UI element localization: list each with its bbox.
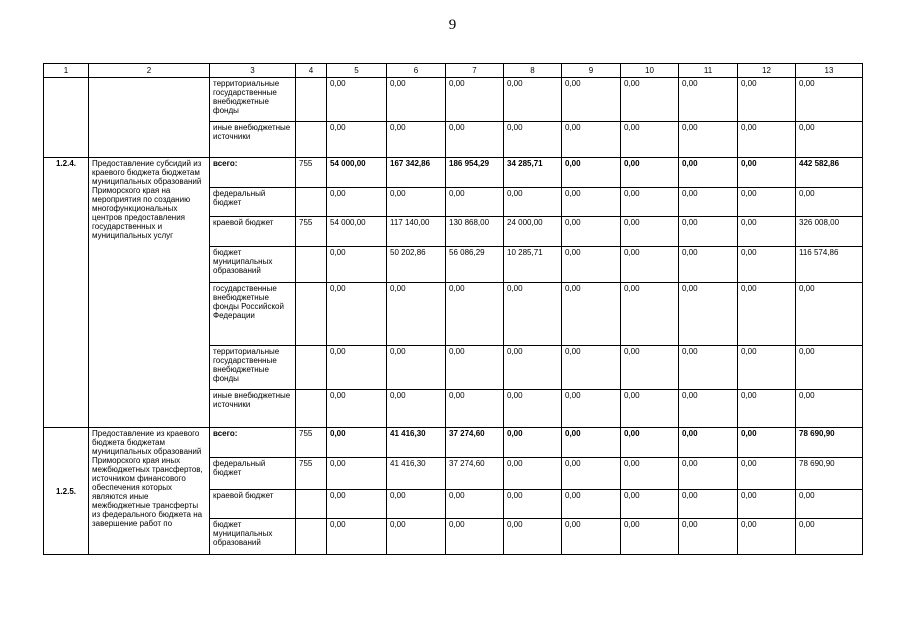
amount-cell: 0,00 xyxy=(387,188,446,217)
amount-cell: 442 582,86 xyxy=(796,158,863,188)
funding-source: краевой бюджет xyxy=(210,490,296,519)
amount-cell: 0,00 xyxy=(738,122,796,158)
amount-cell: 0,00 xyxy=(327,122,387,158)
amount-cell: 0,00 xyxy=(504,490,562,519)
amount-cell: 10 285,71 xyxy=(504,247,562,283)
budget-code: 755 xyxy=(296,458,327,490)
amount-cell: 0,00 xyxy=(796,346,863,390)
amount-cell: 0,00 xyxy=(327,519,387,555)
amount-cell: 0,00 xyxy=(621,428,679,458)
amount-cell: 167 342,86 xyxy=(387,158,446,188)
amount-cell: 0,00 xyxy=(387,78,446,122)
amount-cell: 0,00 xyxy=(562,490,621,519)
amount-cell: 50 202,86 xyxy=(387,247,446,283)
amount-cell: 0,00 xyxy=(796,283,863,346)
amount-cell: 0,00 xyxy=(387,346,446,390)
amount-cell: 0,00 xyxy=(562,519,621,555)
amount-cell: 0,00 xyxy=(446,519,504,555)
amount-cell: 54 000,00 xyxy=(327,158,387,188)
table-row xyxy=(44,78,863,122)
amount-cell: 0,00 xyxy=(679,458,738,490)
table-row xyxy=(44,158,863,188)
amount-cell: 0,00 xyxy=(387,390,446,428)
amount-cell: 0,00 xyxy=(738,283,796,346)
budget-code xyxy=(296,247,327,283)
amount-cell: 0,00 xyxy=(446,188,504,217)
page-number: 9 xyxy=(448,17,457,33)
amount-cell: 0,00 xyxy=(446,78,504,122)
amount-cell: 0,00 xyxy=(446,283,504,346)
amount-cell: 54 000,00 xyxy=(327,217,387,247)
amount-cell: 0,00 xyxy=(796,519,863,555)
amount-cell: 0,00 xyxy=(621,188,679,217)
column-header: 10 xyxy=(621,64,679,78)
column-header: 5 xyxy=(327,64,387,78)
amount-cell: 0,00 xyxy=(504,188,562,217)
amount-cell: 0,00 xyxy=(387,283,446,346)
amount-cell: 0,00 xyxy=(562,428,621,458)
amount-cell: 0,00 xyxy=(504,283,562,346)
amount-cell: 186 954,29 xyxy=(446,158,504,188)
amount-cell: 0,00 xyxy=(621,283,679,346)
budget-code xyxy=(296,78,327,122)
amount-cell: 0,00 xyxy=(621,78,679,122)
amount-cell: 0,00 xyxy=(738,490,796,519)
amount-cell: 0,00 xyxy=(387,490,446,519)
amount-cell: 56 086,29 xyxy=(446,247,504,283)
amount-cell: 0,00 xyxy=(387,122,446,158)
amount-cell: 0,00 xyxy=(738,346,796,390)
amount-cell: 78 690,90 xyxy=(796,428,863,458)
amount-cell: 0,00 xyxy=(679,217,738,247)
column-header: 3 xyxy=(210,64,296,78)
column-header: 2 xyxy=(89,64,210,78)
amount-cell: 0,00 xyxy=(327,390,387,428)
funding-source: федеральный бюджет xyxy=(210,458,296,490)
amount-cell: 0,00 xyxy=(504,519,562,555)
amount-cell: 0,00 xyxy=(621,122,679,158)
amount-cell: 0,00 xyxy=(562,346,621,390)
amount-cell: 0,00 xyxy=(387,519,446,555)
column-header: 9 xyxy=(562,64,621,78)
budget-code: 755 xyxy=(296,217,327,247)
amount-cell: 0,00 xyxy=(562,158,621,188)
amount-cell: 0,00 xyxy=(327,247,387,283)
amount-cell: 0,00 xyxy=(621,217,679,247)
amount-cell: 0,00 xyxy=(621,458,679,490)
amount-cell: 0,00 xyxy=(679,490,738,519)
amount-cell: 0,00 xyxy=(327,458,387,490)
amount-cell: 0,00 xyxy=(679,188,738,217)
amount-cell: 0,00 xyxy=(446,390,504,428)
amount-cell: 0,00 xyxy=(738,519,796,555)
budget-code xyxy=(296,283,327,346)
column-header: 6 xyxy=(387,64,446,78)
amount-cell: 0,00 xyxy=(327,428,387,458)
amount-cell: 0,00 xyxy=(679,428,738,458)
funding-source: территориальные государственные внебюджетные фонды xyxy=(210,78,296,122)
amount-cell: 0,00 xyxy=(504,390,562,428)
amount-cell: 0,00 xyxy=(562,217,621,247)
amount-cell: 0,00 xyxy=(796,490,863,519)
amount-cell: 37 274,60 xyxy=(446,428,504,458)
amount-cell: 0,00 xyxy=(327,346,387,390)
funding-source: бюджет муниципальных образований xyxy=(210,247,296,283)
amount-cell: 34 285,71 xyxy=(504,158,562,188)
amount-cell: 0,00 xyxy=(562,390,621,428)
column-header: 1 xyxy=(44,64,89,78)
amount-cell: 41 416,30 xyxy=(387,428,446,458)
amount-cell: 326 008,00 xyxy=(796,217,863,247)
budget-code xyxy=(296,122,327,158)
amount-cell: 0,00 xyxy=(679,78,738,122)
budget-code: 755 xyxy=(296,428,327,458)
funding-source: всего: xyxy=(210,428,296,458)
amount-cell: 0,00 xyxy=(738,158,796,188)
amount-cell: 0,00 xyxy=(504,458,562,490)
table-row xyxy=(44,428,863,458)
item-number: 1.2.4. xyxy=(44,158,89,428)
amount-cell: 0,00 xyxy=(796,188,863,217)
item-description xyxy=(89,78,210,158)
amount-cell: 0,00 xyxy=(679,346,738,390)
amount-cell: 41 416,30 xyxy=(387,458,446,490)
amount-cell: 0,00 xyxy=(738,390,796,428)
item-number xyxy=(44,78,89,158)
amount-cell: 0,00 xyxy=(796,122,863,158)
amount-cell: 0,00 xyxy=(796,390,863,428)
item-description: Предоставление из краевого бюджета бюджетам муниципальных образований Приморского края иных межбюджетных трансфертов, источником финансового обеспечения которых являются иные межбюджетные трансферты из федерального бюджета на завершение работ по xyxy=(89,428,210,555)
amount-cell: 0,00 xyxy=(679,247,738,283)
amount-cell: 0,00 xyxy=(738,428,796,458)
funding-source: всего: xyxy=(210,158,296,188)
amount-cell: 0,00 xyxy=(679,519,738,555)
amount-cell: 117 140,00 xyxy=(387,217,446,247)
item-number: 1.2.5. xyxy=(44,428,89,555)
amount-cell: 0,00 xyxy=(738,458,796,490)
amount-cell: 0,00 xyxy=(679,283,738,346)
amount-cell: 130 868,00 xyxy=(446,217,504,247)
funding-source: государственные внебюджетные фонды Российской Федерации xyxy=(210,283,296,346)
funding-source: федеральный бюджет xyxy=(210,188,296,217)
funding-source: бюджет муниципальных образований xyxy=(210,519,296,555)
funding-source: иные внебюджетные источники xyxy=(210,390,296,428)
amount-cell: 0,00 xyxy=(327,188,387,217)
amount-cell: 24 000,00 xyxy=(504,217,562,247)
amount-cell: 0,00 xyxy=(446,490,504,519)
amount-cell: 0,00 xyxy=(562,283,621,346)
funding-source: краевой бюджет xyxy=(210,217,296,247)
amount-cell: 0,00 xyxy=(562,458,621,490)
column-header: 11 xyxy=(679,64,738,78)
amount-cell: 0,00 xyxy=(562,122,621,158)
budget-code xyxy=(296,519,327,555)
amount-cell: 0,00 xyxy=(679,158,738,188)
amount-cell: 116 574,86 xyxy=(796,247,863,283)
amount-cell: 0,00 xyxy=(738,78,796,122)
amount-cell: 0,00 xyxy=(504,346,562,390)
amount-cell: 0,00 xyxy=(621,346,679,390)
amount-cell: 78 690,90 xyxy=(796,458,863,490)
amount-cell: 0,00 xyxy=(738,188,796,217)
column-header: 8 xyxy=(504,64,562,78)
budget-code: 755 xyxy=(296,158,327,188)
item-description: Предоставление субсидий из краевого бюджета бюджетам муниципальных образований Приморского края на мероприятия по созданию многофункциональных центров предоставления государственных и муниципальных услуг xyxy=(89,158,210,428)
column-header: 12 xyxy=(738,64,796,78)
amount-cell: 0,00 xyxy=(504,122,562,158)
amount-cell: 0,00 xyxy=(621,519,679,555)
amount-cell: 0,00 xyxy=(562,247,621,283)
column-header: 4 xyxy=(296,64,327,78)
amount-cell: 0,00 xyxy=(621,247,679,283)
amount-cell: 0,00 xyxy=(738,217,796,247)
budget-table xyxy=(43,63,863,555)
amount-cell: 0,00 xyxy=(327,78,387,122)
amount-cell: 0,00 xyxy=(504,78,562,122)
amount-cell: 0,00 xyxy=(562,78,621,122)
amount-cell: 0,00 xyxy=(446,346,504,390)
table-header-row xyxy=(44,64,863,78)
amount-cell: 37 274,60 xyxy=(446,458,504,490)
amount-cell: 0,00 xyxy=(327,490,387,519)
funding-source: иные внебюджетные источники xyxy=(210,122,296,158)
amount-cell: 0,00 xyxy=(621,390,679,428)
amount-cell: 0,00 xyxy=(796,78,863,122)
budget-code xyxy=(296,346,327,390)
amount-cell: 0,00 xyxy=(446,122,504,158)
amount-cell: 0,00 xyxy=(504,428,562,458)
budget-code xyxy=(296,188,327,217)
amount-cell: 0,00 xyxy=(738,247,796,283)
amount-cell: 0,00 xyxy=(679,122,738,158)
budget-code xyxy=(296,390,327,428)
amount-cell: 0,00 xyxy=(327,283,387,346)
budget-code xyxy=(296,490,327,519)
amount-cell: 0,00 xyxy=(621,158,679,188)
column-header: 7 xyxy=(446,64,504,78)
amount-cell: 0,00 xyxy=(621,490,679,519)
column-header: 13 xyxy=(796,64,863,78)
table-body xyxy=(44,64,863,555)
amount-cell: 0,00 xyxy=(562,188,621,217)
amount-cell: 0,00 xyxy=(679,390,738,428)
funding-source: территориальные государственные внебюджетные фонды xyxy=(210,346,296,390)
